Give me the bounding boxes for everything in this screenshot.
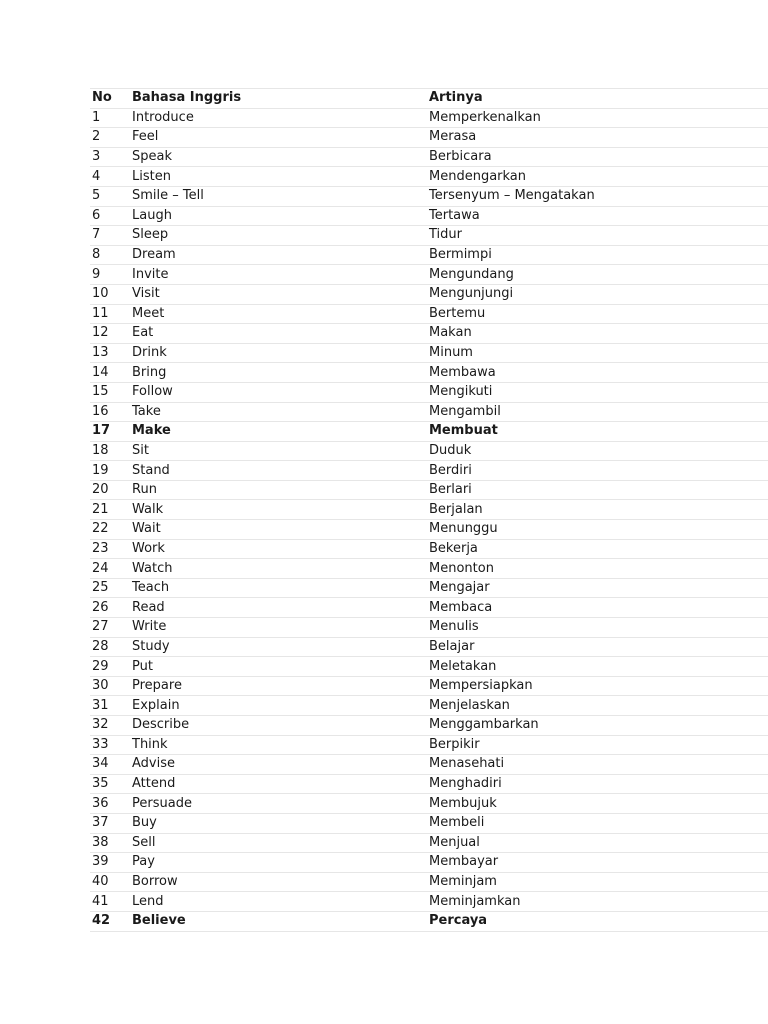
row-number: 41 xyxy=(90,892,130,912)
english-word: Bring xyxy=(130,363,427,383)
row-number: 39 xyxy=(90,853,130,873)
indonesian-meaning: Menonton xyxy=(427,559,768,579)
table-row xyxy=(90,480,768,500)
english-word: Introduce xyxy=(130,108,427,128)
english-word: Wait xyxy=(130,520,427,540)
english-word: Visit xyxy=(130,284,427,304)
table-body xyxy=(90,108,768,931)
english-word: Eat xyxy=(130,324,427,344)
row-number: 5 xyxy=(90,186,130,206)
row-number: 36 xyxy=(90,794,130,814)
header-meaning: Artinya xyxy=(427,89,768,109)
english-word: Buy xyxy=(130,813,427,833)
english-word: Borrow xyxy=(130,872,427,892)
table-row xyxy=(90,813,768,833)
row-number: 27 xyxy=(90,618,130,638)
english-word: Walk xyxy=(130,500,427,520)
row-number: 24 xyxy=(90,559,130,579)
row-number: 15 xyxy=(90,382,130,402)
row-number: 22 xyxy=(90,520,130,540)
row-number: 28 xyxy=(90,637,130,657)
indonesian-meaning: Meletakan xyxy=(427,657,768,677)
english-word: Explain xyxy=(130,696,427,716)
table-row xyxy=(90,618,768,638)
table-row xyxy=(90,441,768,461)
table-row xyxy=(90,382,768,402)
english-word: Advise xyxy=(130,755,427,775)
row-number: 42 xyxy=(90,911,130,931)
table-row xyxy=(90,892,768,912)
indonesian-meaning: Menjelaskan xyxy=(427,696,768,716)
indonesian-meaning: Mengunjungi xyxy=(427,284,768,304)
english-word: Sleep xyxy=(130,226,427,246)
english-word: Speak xyxy=(130,147,427,167)
row-number: 3 xyxy=(90,147,130,167)
row-number: 40 xyxy=(90,872,130,892)
row-number: 31 xyxy=(90,696,130,716)
indonesian-meaning: Mengajar xyxy=(427,578,768,598)
indonesian-meaning: Menunggu xyxy=(427,520,768,540)
english-word: Laugh xyxy=(130,206,427,226)
table-row xyxy=(90,853,768,873)
table-row xyxy=(90,520,768,540)
indonesian-meaning: Membawa xyxy=(427,363,768,383)
english-word: Work xyxy=(130,539,427,559)
indonesian-meaning: Menjual xyxy=(427,833,768,853)
table-row xyxy=(90,363,768,383)
table-row xyxy=(90,128,768,148)
row-number: 32 xyxy=(90,716,130,736)
english-word: Take xyxy=(130,402,427,422)
row-number: 14 xyxy=(90,363,130,383)
row-number: 34 xyxy=(90,755,130,775)
table-row xyxy=(90,833,768,853)
indonesian-meaning: Duduk xyxy=(427,441,768,461)
indonesian-meaning: Berpikir xyxy=(427,735,768,755)
row-number: 37 xyxy=(90,813,130,833)
table-row xyxy=(90,167,768,187)
table-row xyxy=(90,500,768,520)
english-word: Write xyxy=(130,618,427,638)
indonesian-meaning: Berbicara xyxy=(427,147,768,167)
table-row xyxy=(90,461,768,481)
row-number: 20 xyxy=(90,480,130,500)
indonesian-meaning: Tertawa xyxy=(427,206,768,226)
table-row xyxy=(90,598,768,618)
english-word: Teach xyxy=(130,578,427,598)
indonesian-meaning: Menasehati xyxy=(427,755,768,775)
table-row xyxy=(90,716,768,736)
table-row xyxy=(90,637,768,657)
table-row xyxy=(90,911,768,931)
row-number: 38 xyxy=(90,833,130,853)
indonesian-meaning: Tidur xyxy=(427,226,768,246)
indonesian-meaning: Menulis xyxy=(427,618,768,638)
row-number: 35 xyxy=(90,774,130,794)
english-word: Attend xyxy=(130,774,427,794)
table-header-row xyxy=(90,89,768,109)
table-row xyxy=(90,578,768,598)
english-word: Put xyxy=(130,657,427,677)
row-number: 7 xyxy=(90,226,130,246)
english-word: Feel xyxy=(130,128,427,148)
indonesian-meaning: Bertemu xyxy=(427,304,768,324)
english-word: Meet xyxy=(130,304,427,324)
table-row xyxy=(90,265,768,285)
row-number: 19 xyxy=(90,461,130,481)
table-row xyxy=(90,245,768,265)
english-word: Watch xyxy=(130,559,427,579)
english-word: Persuade xyxy=(130,794,427,814)
english-word: Stand xyxy=(130,461,427,481)
indonesian-meaning: Menghadiri xyxy=(427,774,768,794)
english-word: Listen xyxy=(130,167,427,187)
table-row xyxy=(90,324,768,344)
indonesian-meaning: Membujuk xyxy=(427,794,768,814)
indonesian-meaning: Belajar xyxy=(427,637,768,657)
table-row xyxy=(90,402,768,422)
english-word: Sell xyxy=(130,833,427,853)
english-word: Think xyxy=(130,735,427,755)
indonesian-meaning: Berdiri xyxy=(427,461,768,481)
table-row xyxy=(90,147,768,167)
indonesian-meaning: Meminjamkan xyxy=(427,892,768,912)
indonesian-meaning: Bekerja xyxy=(427,539,768,559)
row-number: 29 xyxy=(90,657,130,677)
table-row xyxy=(90,794,768,814)
indonesian-meaning: Memperkenalkan xyxy=(427,108,768,128)
indonesian-meaning: Meminjam xyxy=(427,872,768,892)
row-number: 26 xyxy=(90,598,130,618)
table-row xyxy=(90,422,768,442)
row-number: 16 xyxy=(90,402,130,422)
row-number: 25 xyxy=(90,578,130,598)
indonesian-meaning: Membuat xyxy=(427,422,768,442)
row-number: 9 xyxy=(90,265,130,285)
row-number: 2 xyxy=(90,128,130,148)
english-word: Believe xyxy=(130,911,427,931)
table-row xyxy=(90,755,768,775)
table-row xyxy=(90,539,768,559)
row-number: 23 xyxy=(90,539,130,559)
row-number: 13 xyxy=(90,343,130,363)
table-row xyxy=(90,657,768,677)
row-number: 1 xyxy=(90,108,130,128)
english-word: Sit xyxy=(130,441,427,461)
indonesian-meaning: Mengundang xyxy=(427,265,768,285)
indonesian-meaning: Tersenyum – Mengatakan xyxy=(427,186,768,206)
indonesian-meaning: Menggambarkan xyxy=(427,716,768,736)
row-number: 30 xyxy=(90,676,130,696)
english-word: Lend xyxy=(130,892,427,912)
table-row xyxy=(90,304,768,324)
table-row xyxy=(90,774,768,794)
row-number: 18 xyxy=(90,441,130,461)
row-number: 17 xyxy=(90,422,130,442)
english-word: Follow xyxy=(130,382,427,402)
header-english: Bahasa Inggris xyxy=(130,89,427,109)
header-no: No xyxy=(90,89,130,109)
row-number: 11 xyxy=(90,304,130,324)
indonesian-meaning: Membeli xyxy=(427,813,768,833)
indonesian-meaning: Mempersiapkan xyxy=(427,676,768,696)
table-row xyxy=(90,226,768,246)
table-row xyxy=(90,284,768,304)
english-word: Read xyxy=(130,598,427,618)
indonesian-meaning: Mengikuti xyxy=(427,382,768,402)
table-row xyxy=(90,872,768,892)
english-word: Prepare xyxy=(130,676,427,696)
indonesian-meaning: Percaya xyxy=(427,911,768,931)
table-row xyxy=(90,343,768,363)
table-row xyxy=(90,696,768,716)
row-number: 12 xyxy=(90,324,130,344)
indonesian-meaning: Mendengarkan xyxy=(427,167,768,187)
indonesian-meaning: Berlari xyxy=(427,480,768,500)
vocabulary-table xyxy=(90,88,768,932)
indonesian-meaning: Minum xyxy=(427,343,768,363)
indonesian-meaning: Membaca xyxy=(427,598,768,618)
row-number: 6 xyxy=(90,206,130,226)
table-row xyxy=(90,676,768,696)
row-number: 21 xyxy=(90,500,130,520)
row-number: 4 xyxy=(90,167,130,187)
table-row xyxy=(90,559,768,579)
table-row xyxy=(90,735,768,755)
english-word: Dream xyxy=(130,245,427,265)
row-number: 33 xyxy=(90,735,130,755)
table-row xyxy=(90,186,768,206)
english-word: Drink xyxy=(130,343,427,363)
indonesian-meaning: Berjalan xyxy=(427,500,768,520)
table-row xyxy=(90,108,768,128)
indonesian-meaning: Membayar xyxy=(427,853,768,873)
english-word: Pay xyxy=(130,853,427,873)
indonesian-meaning: Makan xyxy=(427,324,768,344)
indonesian-meaning: Bermimpi xyxy=(427,245,768,265)
english-word: Describe xyxy=(130,716,427,736)
indonesian-meaning: Merasa xyxy=(427,128,768,148)
row-number: 10 xyxy=(90,284,130,304)
english-word: Study xyxy=(130,637,427,657)
english-word: Make xyxy=(130,422,427,442)
english-word: Run xyxy=(130,480,427,500)
indonesian-meaning: Mengambil xyxy=(427,402,768,422)
english-word: Invite xyxy=(130,265,427,285)
table-row xyxy=(90,206,768,226)
english-word: Smile – Tell xyxy=(130,186,427,206)
row-number: 8 xyxy=(90,245,130,265)
